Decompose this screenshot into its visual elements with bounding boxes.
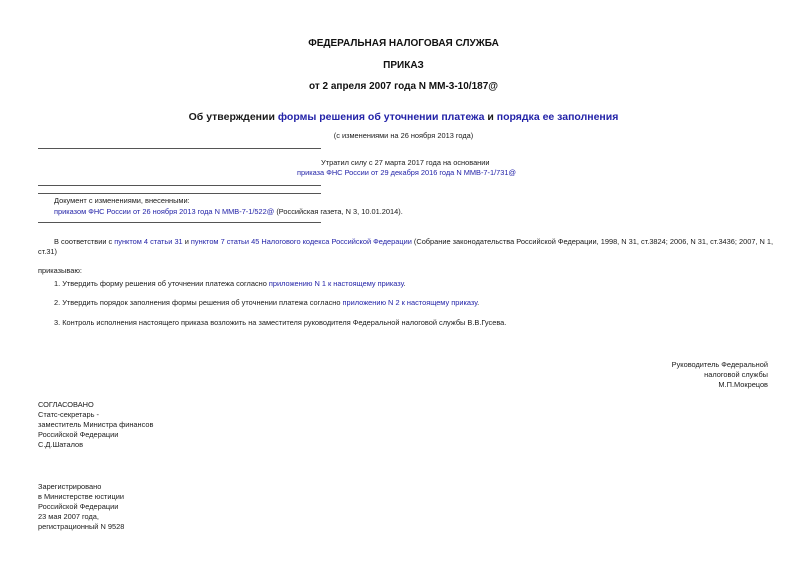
lost-force-link[interactable]: приказа ФНС России от 29 декабря 2016 года N ММВ-7-1/731@ (297, 168, 516, 177)
agreed-name: С.Д.Шаталов (38, 440, 84, 449)
amendment-note: (с изменениями на 26 ноября 2013 года) (333, 131, 474, 140)
preamble-link-art31[interactable]: пунктом 4 статьи 31 (114, 237, 183, 246)
registration-line: 23 мая 2007 года, (38, 512, 99, 521)
registration-block (38, 482, 124, 532)
preamble-text: (Собрание законодательства Российской Федерации, 1998, N 31, ст.3824; 2006, N 31, ст.3436; 2007, N 1, (411, 237, 774, 246)
title-link-form[interactable]: формы решения об уточнении платежа (277, 111, 485, 123)
agency-name: ФЕДЕРАЛЬНАЯ НАЛОГОВАЯ СЛУЖБА (308, 38, 499, 49)
agreed-line: Статс-секретарь - (38, 410, 99, 419)
document-type: ПРИКАЗ (383, 60, 424, 71)
item-text: 3. Контроль исполнения настоящего приказа возложить на заместителя руководителя Федеральной налоговой службы В.В.Гусева. (54, 318, 507, 327)
divider (38, 185, 321, 186)
registration-line: Зарегистрировано (38, 482, 102, 491)
item-end: . (477, 298, 480, 307)
preamble-text: и (182, 237, 191, 246)
registration-number: регистрационный N 9528 (38, 522, 125, 531)
divider (38, 148, 321, 149)
divider (38, 222, 321, 223)
document-title (0, 111, 807, 123)
item-text: 2. Утвердить порядок заполнения формы решения об уточнении платежа согласно (54, 298, 343, 307)
order-word: приказываю: (38, 266, 82, 275)
order-item-1 (54, 279, 406, 289)
agreed-line: заместитель Министра финансов (38, 420, 154, 429)
registration-line: в Министерстве юстиции (38, 492, 125, 501)
signature-name: М.П.Мокрецов (718, 380, 768, 389)
item-end: . (403, 279, 406, 288)
order-item-3 (54, 318, 506, 328)
title-prefix: Об утверждении (188, 111, 278, 123)
signature-block (672, 360, 768, 390)
preamble-text: В соответствии с (54, 237, 115, 246)
changes-suffix: (Российская газета, N 3, 10.01.2014). (274, 207, 403, 216)
changes-link[interactable]: приказом ФНС России от 26 ноября 2013 года N ММВ-7-1/522@ (54, 207, 275, 216)
appendix-2-link[interactable]: приложению N 2 к настоящему приказу (342, 298, 478, 307)
changes-line (54, 207, 403, 217)
title-link-procedure[interactable]: порядка ее заполнения (496, 111, 619, 123)
preamble-line2: ст.31) (38, 247, 57, 256)
document-date-number: от 2 апреля 2007 года N ММ-3-10/187@ (308, 81, 499, 92)
item-text: 1. Утвердить форму решения об уточнении платежа согласно (54, 279, 269, 288)
signature-line: Руководитель Федеральной (671, 360, 768, 369)
order-item-2 (54, 298, 479, 308)
preamble-line1 (54, 237, 773, 247)
agreed-line: Российской Федерации (38, 430, 119, 439)
divider (38, 193, 321, 194)
lost-force-line: Утратил силу с 27 марта 2017 года на основании (321, 158, 490, 167)
preamble-link-art45[interactable]: пунктом 7 статьи 45 Налогового кодекса Российской Федерации (190, 237, 412, 246)
agreed-block (38, 400, 153, 450)
appendix-1-link[interactable]: приложению N 1 к настоящему приказу (268, 279, 404, 288)
title-mid: и (484, 111, 497, 123)
agreed-heading: СОГЛАСОВАНО (38, 400, 94, 409)
signature-line: налоговой службы (704, 370, 768, 379)
registration-line: Российской Федерации (38, 502, 119, 511)
changes-intro: Документ с изменениями, внесенными: (54, 196, 190, 205)
